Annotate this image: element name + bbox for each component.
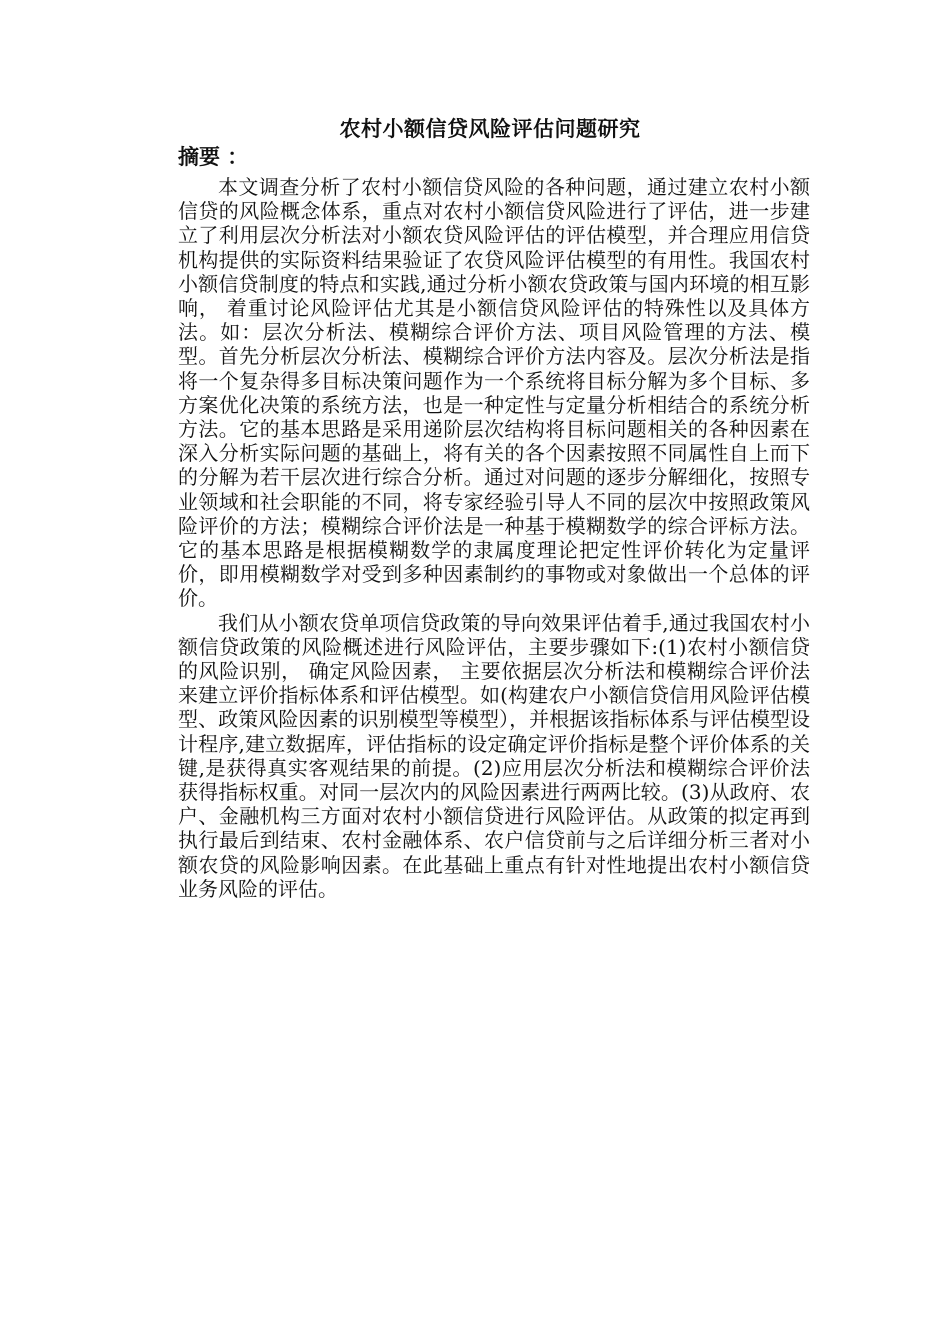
abstract-body	[178, 175, 810, 901]
abstract-label: 摘要 ：	[178, 144, 249, 169]
abstract-paragraph-1: 本文调查分析了农村小额信贷风险的各种问题，通过建立农村小额信贷的风险概念体系，重点对农村小额信贷风险进行了评估，进一步建立了利用层次分析法对小额农贷风险评估的评估模型，并合理应用信贷机构提供的实际资料结果验证了农贷风险评估模型的有用性。我国农村小额信贷制度的特点和实践,通过分析小额农贷政策与国内环境的相互影响， 着重讨论风险评估尤其是小额信贷风险评估的特殊性以及具体方法。如：层次分析法、模糊综合评价方法、项目风险管理的方法、模型。首先分析层次分析法、模糊综合评价方法内容及。层次分析法是指将一个复杂得多目标决策问题作为一个系统将目标分解为多个目标、多方案优化决策的系统方法，也是一种定性与定量分析相结合的系统分析方法。它的基本思路是采用递阶层次结构将目标问题相关的各种因素在深入分析实际问题的基础上，将有关的各个因素按照不同属性自上而下的分解为若干层次进行综合分析。通过对问题的逐步分解细化，按照专业领域和社会职能的不同，将专家经验引导人不同的层次中按照政策风险评价的方法；模糊综合评价法是一种基于模糊数学的综合评标方法。它的基本思路是根据模糊数学的隶属度理论把定性评价转化为定量评价，即用模糊数学对受到多种因素制约的事物或对象做出一个总体的评价。	[178, 175, 810, 611]
document-title: 农村小额信贷风险评估问题研究	[339, 116, 641, 141]
abstract-paragraph-2: 我们从小额农贷单项信贷政策的导向效果评估着手,通过我国农村小额信贷政策的风险概述进行风险评估，主要步骤如下:(1)农村小额信贷的风险识别， 确定风险因素， 主要依据层次分析法和模糊综合评价法来建立评价指标体系和评估模型。如(构建农户小额信贷信用风险评估模型、政策风险因素的识别模型等模型），并根据该指标体系与评估模型设计程序,建立数据库，评估指标的设定确定评价指标是整个评价体系的关键,是获得真实客观结果的前提。(2)应用层次分析法和模糊综合评价法获得指标权重。对同一层次内的风险因素进行两两比较。(3)从政府、农户、金融机构三方面对农村小额信贷进行风险评估。从政策的拟定再到执行最后到结束、农村金融体系、农户信贷前与之后详细分析三者对小额农贷的风险影响因素。在此基础上重点有针对性地提出农村小额信贷业务风险的评估。	[178, 610, 810, 901]
